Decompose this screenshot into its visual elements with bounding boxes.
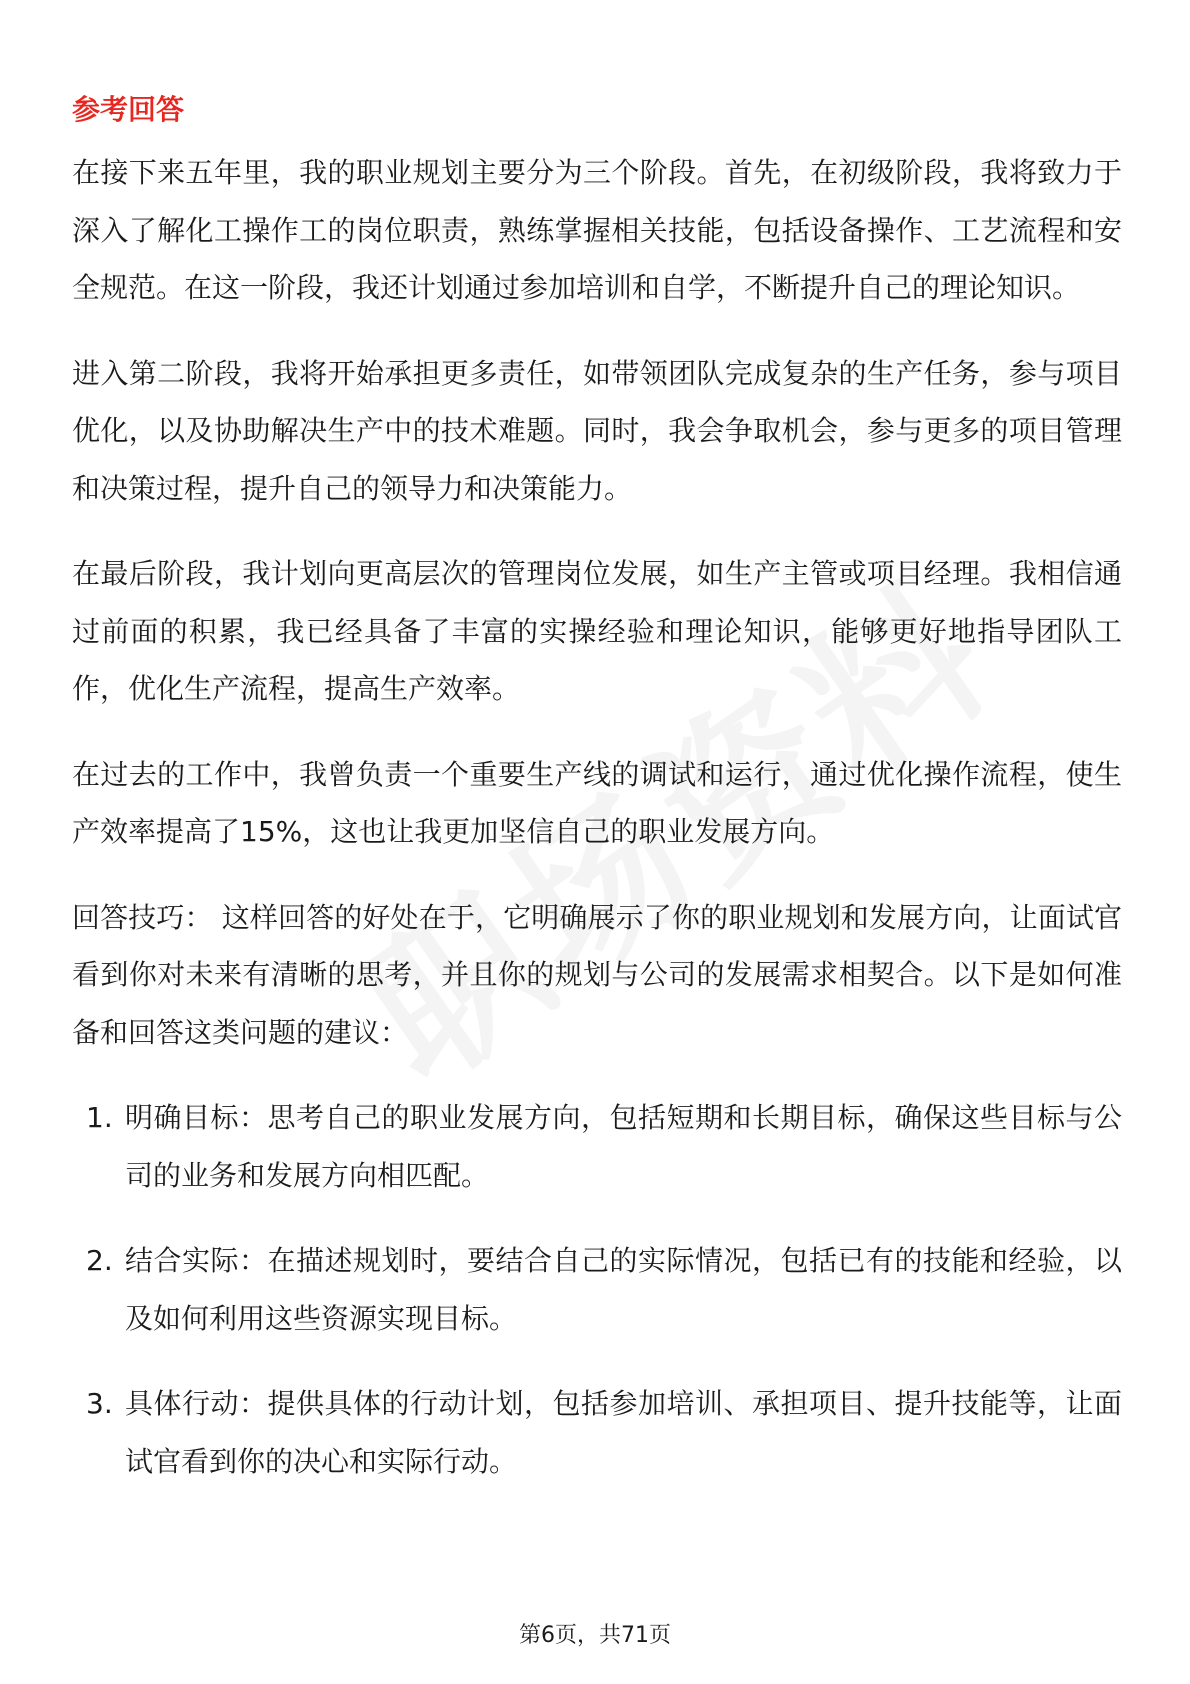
list-item-number: 1. [86, 1101, 113, 1134]
list-item-number: 3. [86, 1387, 113, 1420]
list-item [72, 1375, 1122, 1490]
page-number-footer: 第6页，共71页 [519, 1623, 671, 1648]
paragraph-experience: 在过去的工作中，我曾负责一个重要生产线的调试和运行，通过优化操作流程，使生产效率提高了15%，这也让我更加坚信自己的职业发展方向。 [72, 757, 1122, 848]
paragraph-stage-three: 在最后阶段，我计划向更高层次的管理岗位发展，如生产主管或项目经理。我相信通过前面的积累，我已经具备了丰富的实操经验和理论知识，能够更好地指导团队工作，优化生产流程，提高生产效率。 [72, 557, 1122, 705]
list-item [72, 1089, 1122, 1204]
list-item-text: 结合实际：在描述规划时，要结合自己的实际情况，包括已有的技能和经验，以及如何利用这些资源实现目标。 [125, 1244, 1122, 1335]
paragraph-stage-two: 进入第二阶段，我将开始承担更多责任，如带领团队完成复杂的生产任务，参与项目优化，以及协助解决生产中的技术难题。同时，我会争取机会，参与更多的项目管理和决策过程，提升自己的领导力和决策能力。 [72, 356, 1122, 505]
list-item-number: 2. [86, 1244, 113, 1277]
paragraph-stage-one: 在接下来五年里，我的职业规划主要分为三个阶段。首先，在初级阶段，我将致力于深入了解化工操作工的岗位职责，熟练掌握相关技能，包括设备操作、工艺流程和安全规范。在这一阶段，我还计划通过参加培训和自学，不断提升自己的理论知识。 [72, 156, 1122, 304]
list-item [72, 1232, 1122, 1347]
page-content [72, 84, 1122, 1518]
list-item-text: 明确目标：思考自己的职业发展方向，包括短期和长期目标，确保这些目标与公司的业务和发展方向相匹配。 [125, 1101, 1122, 1192]
list-item-text: 具体行动：提供具体的行动计划，包括参加培训、承担项目、提升技能等，让面试官看到你的决心和实际行动。 [125, 1387, 1122, 1478]
tips-list [72, 1089, 1122, 1490]
section-heading: 参考回答 [72, 93, 185, 126]
paragraph-answer-tips: 回答技巧： 这样回答的好处在于，它明确展示了你的职业规划和发展方向，让面试官看到你对未来有清晰的思考，并且你的规划与公司的发展需求相契合。以下是如何准备和回答这类问题的建议： [72, 900, 1122, 1049]
